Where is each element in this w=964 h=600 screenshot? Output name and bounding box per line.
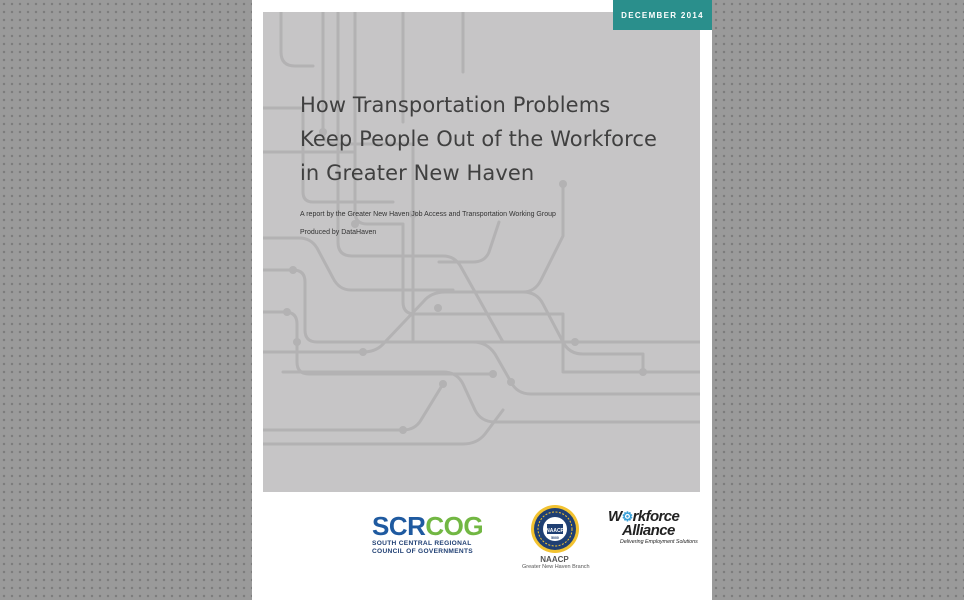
workforce-tagline: Delivering Employment Solutions <box>620 539 698 545</box>
report-producer: Produced by DataHaven <box>300 229 377 236</box>
naacp-seal-text: NAACP <box>545 528 564 534</box>
scrcog-name-line-1: SOUTH CENTRAL REGIONAL <box>372 540 472 547</box>
naacp-seal-number: 5000 <box>550 536 559 540</box>
scrcog-name-line-2: COUNCIL OF GOVERNMENTS <box>372 548 473 555</box>
transit-map-lines-graphic <box>263 12 700 492</box>
workforce-wordmark-rest: rkforce <box>632 508 680 525</box>
report-subtitle: A report by the Greater New Haven Job Access and Transportation Working Group <box>300 211 556 218</box>
scrcog-wordmark-green: COG <box>425 511 484 541</box>
report-title-line-1: How Transportation Problems <box>300 93 611 117</box>
workforce-wordmark-w: W <box>608 508 622 525</box>
workforce-alliance-logo <box>608 510 704 545</box>
gear-icon: ⚙ <box>621 509 633 524</box>
scrcog-wordmark-blue: SCR <box>372 511 426 541</box>
partner-logos <box>252 492 712 600</box>
date-badge: DECEMBER 2014 <box>613 0 712 30</box>
scrcog-wordmark <box>372 512 492 540</box>
naacp-seal-icon <box>530 504 580 554</box>
naacp-name: NAACP <box>540 555 569 564</box>
report-title-line-3: in Greater New Haven <box>300 161 535 185</box>
naacp-logo <box>522 504 590 570</box>
report-title <box>300 88 680 190</box>
scrcog-logo <box>372 512 492 556</box>
workforce-wordmark-line-2: Alliance <box>622 522 675 539</box>
report-cover-page <box>252 0 712 600</box>
naacp-branch: Greater New Haven Branch <box>522 564 590 570</box>
cover-artwork <box>263 12 700 492</box>
report-title-line-2: Keep People Out of the Workforce <box>300 127 658 151</box>
